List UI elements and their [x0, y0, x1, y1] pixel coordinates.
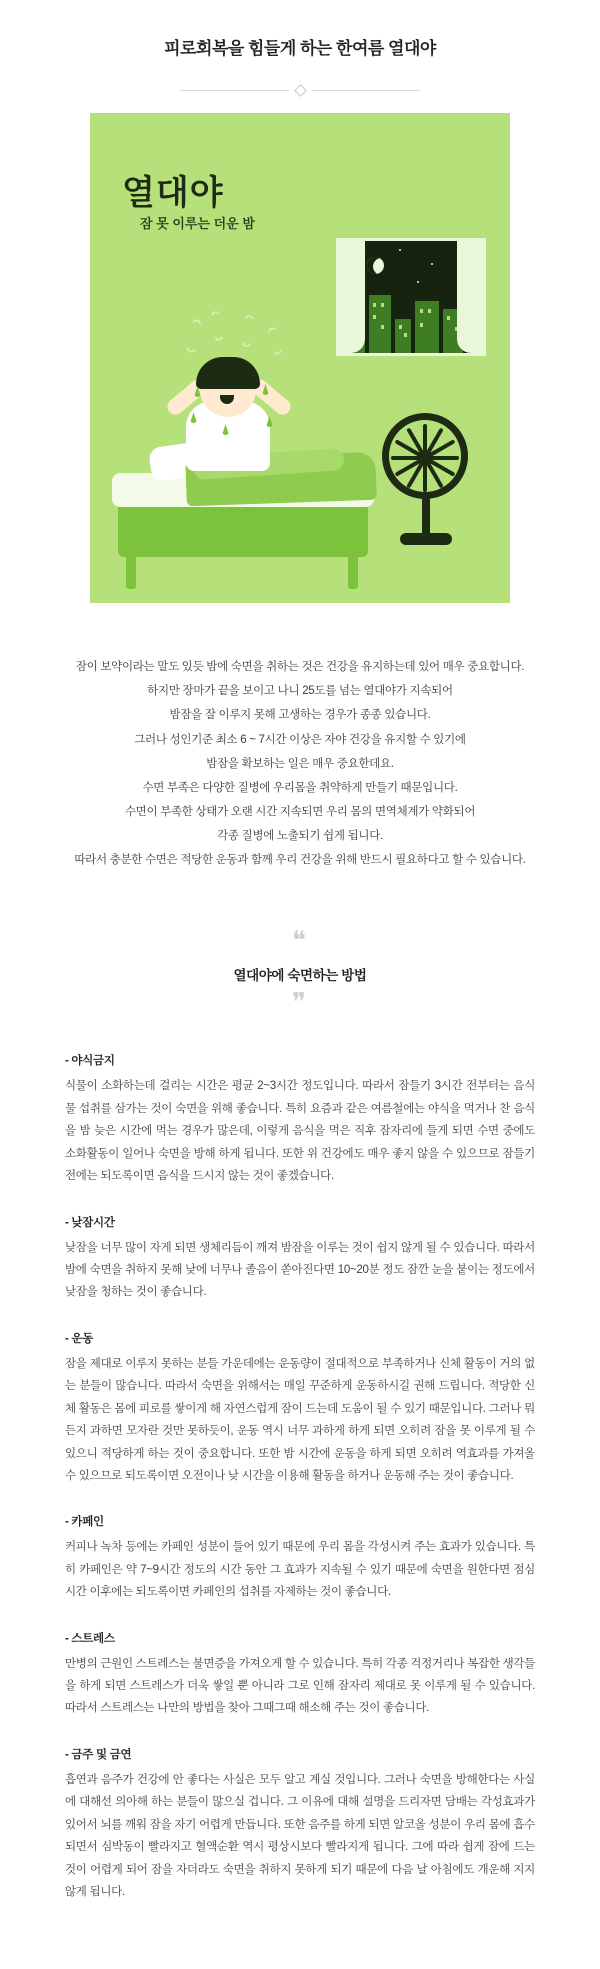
bed-leg: [348, 555, 358, 589]
curtain-left: [339, 241, 365, 353]
moon-icon: [367, 257, 384, 274]
divider-line-right: [312, 90, 421, 91]
bed-frame: [118, 499, 368, 557]
intro-line: 잠이 보약이라는 말도 있듯 밤에 숙면을 취하는 것은 건강을 유지하는데 있어 매우 중요합니다.: [75, 661, 525, 674]
star-icon: [431, 263, 433, 265]
curtain-right: [457, 241, 483, 353]
section-heading: - 운동: [65, 1332, 94, 1345]
building: [415, 301, 439, 353]
bed-leg: [126, 555, 136, 589]
person-eye-left: [212, 386, 219, 389]
intro-line: 그러나 성인기준 최소 6 ~ 7시간 이상은 자야 건강을 유지할 수 있기에: [134, 733, 466, 746]
intro-line: 따라서 충분한 수면은 적당한 운동과 함께 우리 건강을 위해 반드시 필요하다고 할 수 있습니다.: [74, 854, 526, 867]
fan-icon: [382, 413, 468, 499]
building: [395, 319, 411, 353]
diamond-icon: [294, 84, 307, 97]
steam-icon: [183, 318, 206, 355]
fan-inner: [389, 420, 461, 492]
divider-line-left: [180, 90, 289, 91]
section-item: [65, 1214, 535, 1304]
quote-heading: 열대야에 숙면하는 방법: [233, 968, 367, 984]
building: [369, 295, 391, 353]
hero-title: 열대야: [122, 174, 224, 213]
steam-icon: [208, 310, 226, 342]
section-body: 식물이 소화하는데 걸리는 시간은 평균 2~3시간 정도입니다. 따라서 잠들기 3시간 전부터는 음식물 섭취를 삼가는 것이 숙면을 위해 좋습니다. 특히 요즘과 같은 여름철에는 야식을 먹거나 찬 음식을 밤 늦은 시간에 먹는 경우가 많은데, 이렇게 음식을 먹은 직후 잠자리에 들게 되면 수면 중에도 소화활동이 일어나 숙면을 방해 하게 됩니다. 또한 위 건강에도 매우 좋지 않을 수 있으므로 잠들기 전에는 되도록이면 음식을 드시지 않는 것이 좋겠습니다.: [65, 1080, 535, 1183]
window-illustration: [336, 238, 486, 356]
divider-ornament: [180, 83, 420, 97]
section-heading: - 야식금지: [65, 1055, 115, 1068]
page-title: 피로회복을 힘들게 하는 한여름 열대야: [164, 39, 436, 59]
article-page: [0, 11, 600, 1969]
sections-list: [65, 1052, 535, 1903]
steam-icon: [265, 326, 285, 357]
person-hair: [196, 357, 260, 389]
intro-line: 수면이 부족한 상태가 오랜 시간 지속되면 우리 몸의 면역체계가 약화되어: [124, 806, 476, 819]
section-heading: - 금주 및 금연: [65, 1748, 132, 1761]
intro-line: 밤잠을 잘 이루지 못해 고생하는 경우가 종종 있습니다.: [169, 709, 431, 722]
section-item: [65, 1746, 535, 1904]
section-body: 낮잠을 너무 많이 자게 되면 생체리듬이 깨져 밤잠을 이루는 것이 쉽지 않게 될 수 있습니다. 따라서 밤에 숙면을 취하지 못해 낮에 너무나 졸음이 쏟아진다면 10~20분 정도 잠깐 눈을 붙이는 정도에서 낮잠을 청하는 것이 좋습니다.: [65, 1241, 535, 1299]
intro-line: 하지만 장마가 끝을 보이고 나니 25도를 넘는 열대야가 지속되어: [147, 685, 453, 698]
section-body: 만병의 근원인 스트레스는 불면증을 가져오게 할 수 있습니다. 특히 각종 걱정거리나 복잡한 생각들을 하게 되면 스트레스가 더욱 쌓일 뿐 아니라 그로 인해 잠자리 제대로 못 이루게 될 수 있습니다. 따라서 스트레스는 나만의 방법을 찾아 그때그때 해소해 주는 것이 좋습니다.: [65, 1657, 535, 1715]
section-body: 커피나 녹차 등에는 카페인 성분이 들어 있기 때문에 우리 몸을 각성시켜 주는 효과가 있습니다. 특히 카페인은 약 7~9시간 정도의 시간 동안 그 효과가 지속될 수 있기 때문에 숙면을 원한다면 점심시간 이후에는 되도록이면 카페인의 섭취를 자제하는 것이 좋습니다.: [65, 1541, 535, 1599]
intro-line: 각종 질병에 노출되기 쉽게 됩니다.: [217, 830, 383, 843]
section-heading: - 낮잠시간: [65, 1216, 115, 1229]
quote-open-icon: ❝: [292, 926, 308, 956]
intro-paragraph: [65, 655, 535, 872]
quote-close-icon: ❞: [292, 988, 308, 1018]
intro-line: 밤잠을 확보하는 일은 매우 중요한데요.: [206, 757, 394, 770]
hero-illustration: [90, 113, 510, 603]
section-body: 흡연과 음주가 건강에 안 좋다는 사실은 모두 알고 계실 것입니다. 그러나 숙면을 방해한다는 사실에 대해선 의아해 하는 분들이 많으실 겁니다. 그 이유에 대해 설명을 드리자면 담배는 각성효과가 있어서 뇌를 깨워 잠을 자기 어렵게 만듭니다. 또한 음주를 하게 되면 알코올 성분이 우리 몸에 흡수되면서 심박동이 빨라지고 혈액순환 역시 평상시보다 빨라지게 됩니다. 그에 따라 쉽게 잠에 드는 것이 어렵게 되어 잠을 자더라도 숙면을 취하지 못하게 되기 때문에 다음 날 아침에도 개운해 지지 않게 됩니다.: [65, 1773, 535, 1898]
person-eye-right: [236, 386, 243, 389]
steam-icon: [238, 314, 257, 347]
section-body: 잠을 제대로 이루지 못하는 분들 가운데에는 운동량이 절대적으로 부족하거나 신체 활동이 거의 없는 분들이 많습니다. 따라서 숙면을 위해서는 매일 꾸준하게 운동하시길 권해 드립니다. 적당한 신체 활동은 몸에 피로를 쌓이게 해 자연스럽게 잠이 드는데 도움이 될 수 있기 때문입니다. 그러나 뭐든지 과하면 모자란 것만 못하듯이, 운동 역시 너무 과하게 하게 되면 오히려 잠을 못 이루게 될 수 있으니 적당하게 하는 것이 중요합니다. 또한 밤 시간에 운동을 하게 되면 오히려 역효과를 가져올 수 있으므로 되도록이면 오전이나 낮 시간을 이용해 활동을 하거나 운동해 주는 것이 좋습니다.: [65, 1357, 535, 1482]
section-item: [65, 1630, 535, 1720]
intro-line: 수면 부족은 다양한 질병에 우리몸을 취약하게 만들기 때문입니다.: [142, 781, 458, 794]
section-item: [65, 1052, 535, 1187]
section-item: [65, 1513, 535, 1603]
hero-subtitle: 잠 못 이루는 더운 밤: [140, 216, 255, 232]
star-icon: [399, 249, 401, 251]
section-heading: - 스트레스: [65, 1632, 115, 1645]
section-heading: - 카페인: [65, 1516, 104, 1529]
fan-neck: [422, 495, 430, 537]
star-icon: [417, 281, 419, 283]
section-item: [65, 1330, 535, 1488]
quote-block: [0, 928, 600, 1016]
